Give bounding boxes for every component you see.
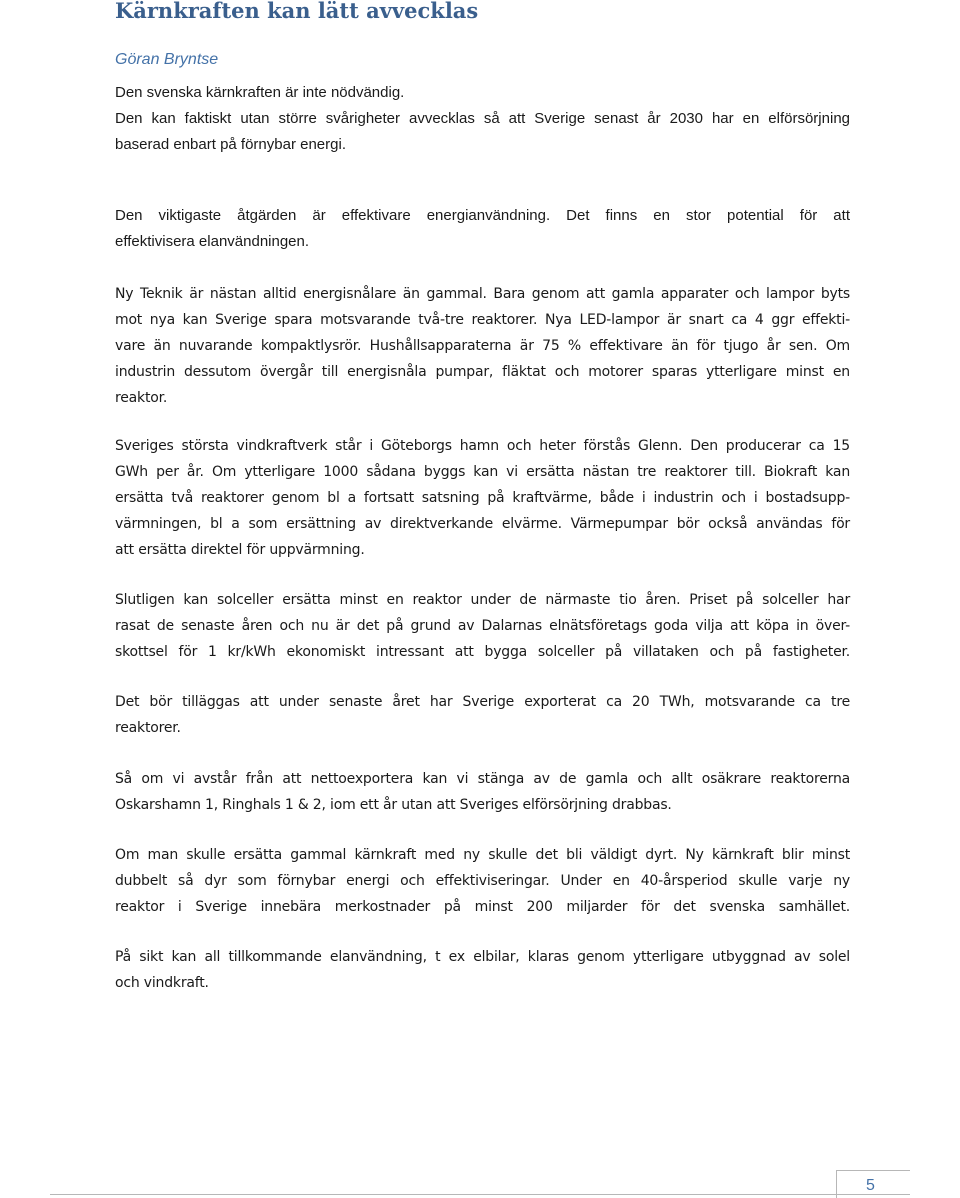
paragraph-8: [115, 842, 850, 920]
paragraph-line: värmningen, bl a som ersättning av direktverkande elvärme. Värmepumpar bör också användas för: [115, 516, 850, 532]
paragraph-6: [115, 689, 850, 741]
paragraph-line: reaktor.: [115, 390, 168, 406]
paragraph-line: att ersätta direktel för uppvärmning.: [115, 542, 365, 558]
paragraph-line: Slutligen kan solceller ersätta minst en reaktor under de närmaste tio åren. Priset på solceller har: [115, 592, 850, 608]
paragraph-line: Den kan faktiskt utan större svårigheter avvecklas så att Sverige senast år 2030 har en elförsörjning: [115, 110, 850, 127]
paragraph-line: Så om vi avstår från att nettoexportera kan vi stänga av de gamla och allt osäkrare reaktorerna: [115, 771, 850, 787]
paragraph-line: På sikt kan all tillkommande elanvändning, t ex elbilar, klaras genom ytterligare utbyggnad av solel: [115, 949, 850, 965]
paragraph-1: [115, 80, 850, 158]
paragraph-line: Ny Teknik är nästan alltid energisnålare än gammal. Bara genom att gamla apparater och lampor byts: [115, 286, 850, 302]
paragraph-line: Det bör tilläggas att under senaste året har Sverige exporterat ca 20 TWh, motsvarande ca tre: [115, 694, 850, 710]
paragraph-line: och vindkraft.: [115, 975, 209, 991]
paragraph-line: GWh per år. Om ytterligare 1000 sådana byggs kan vi ersätta nästan tre reaktorer till. Biokraft kan: [115, 464, 850, 480]
paragraph-9: [115, 944, 850, 996]
paragraph-line: Sveriges största vindkraftverk står i Göteborgs hamn och heter förstås Glenn. Den producerar ca 15: [115, 438, 850, 454]
footer-rule: [50, 1194, 910, 1195]
author-name: Göran Bryntse: [115, 51, 219, 68]
paragraph-line: reaktor i Sverige innebära merkostnader på minst 200 miljarder för det svenska samhället.: [115, 899, 850, 915]
paragraph-4: [115, 433, 850, 563]
paragraph-line: Den svenska kärnkraften är inte nödvändig.: [115, 84, 405, 101]
paragraph-line: effektivisera elanvändningen.: [115, 233, 310, 250]
paragraph-2: [115, 203, 850, 255]
paragraph-7: [115, 766, 850, 818]
paragraph-line: industrin dessutom övergår till energisnåla pumpar, fläktat och motorer sparas ytterligare minst en: [115, 364, 850, 380]
paragraph-5: [115, 587, 850, 665]
paragraph-line: Om man skulle ersätta gammal kärnkraft med ny skulle det bli väldigt dyrt. Ny kärnkraft blir minst: [115, 847, 850, 863]
page-number: 5: [866, 1177, 875, 1194]
paragraph-line: dubbelt så dyr som förnybar energi och effektiviseringar. Under en 40-årsperiod skulle varje ny: [115, 873, 850, 889]
paragraph-line: rasat de senaste åren och nu är det på grund av Dalarnas elnätsföretags goda vilja att köpa in över-: [115, 618, 850, 634]
paragraph-line: vare än nuvarande kompaktlysrör. Hushållsapparaterna är 75 % effektivare än för tjugo år sen. Om: [115, 338, 850, 354]
paragraph-line: skottsel för 1 kr/kWh ekonomiskt intressant att bygga solceller på villataken och på fastigheter.: [115, 644, 850, 660]
paragraph-line: Oskarshamn 1, Ringhals 1 & 2, iom ett år utan att Sveriges elförsörjning drabbas.: [115, 797, 672, 813]
document-title: Kärnkraften kan lätt avvecklas: [115, 0, 479, 23]
paragraph-line: Den viktigaste åtgärden är effektivare energianvändning. Det finns en stor potential för att: [115, 207, 850, 224]
paragraph-line: reaktorer.: [115, 720, 181, 736]
paragraph-line: ersätta två reaktorer genom bl a fortsatt satsning på kraftvärme, både i industrin och i bostadsupp-: [115, 490, 850, 506]
paragraph-line: baserad enbart på förnybar energi.: [115, 136, 346, 153]
paragraph-line: mot nya kan Sverige spara motsvarande två-tre reaktorer. Nya LED-lampor är snart ca 4 ggr effekti-: [115, 312, 850, 328]
paragraph-3: [115, 281, 850, 411]
